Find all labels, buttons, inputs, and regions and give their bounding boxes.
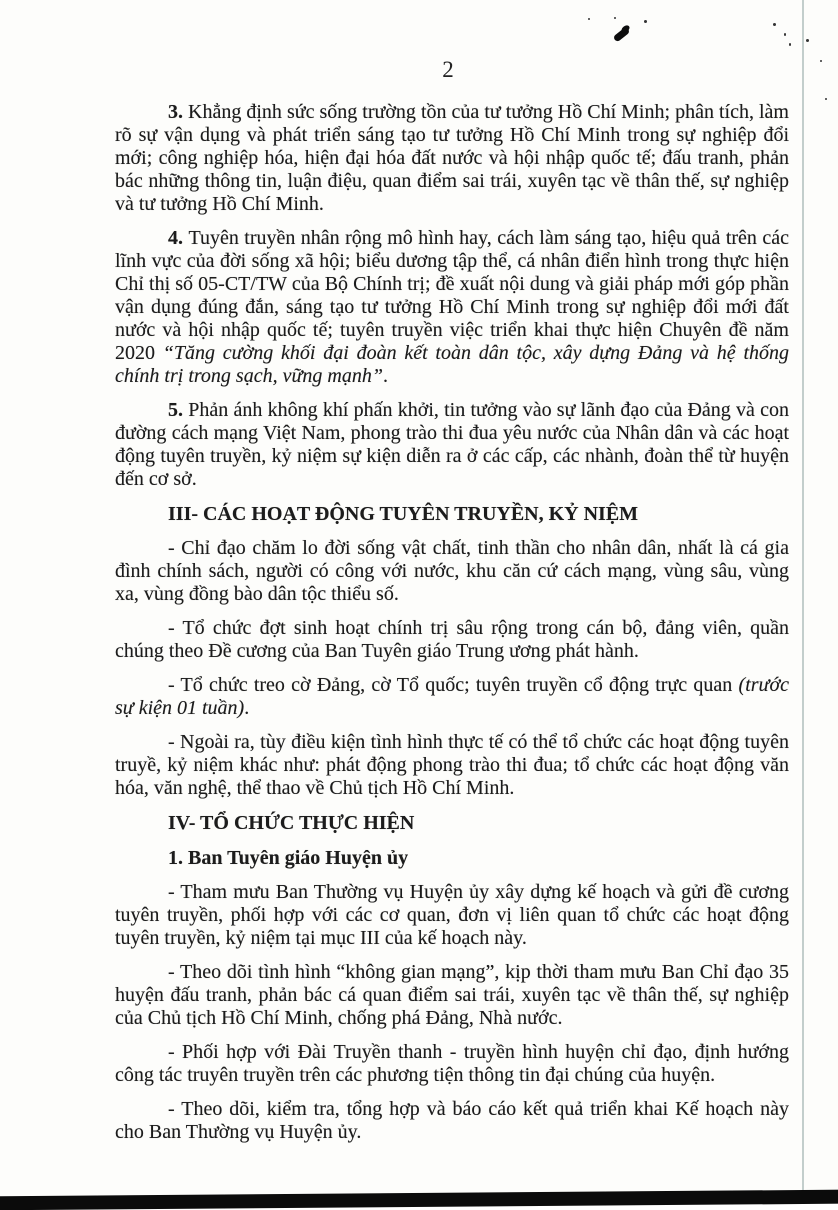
text-segment: 4. xyxy=(168,227,189,249)
sub-heading xyxy=(115,847,789,870)
text-segment: Khẳng định sức sống trường tồn của tư tưởng Hồ Chí Minh; phân tích, làm rõ sự vận dụng và phát triển sáng tạo tư tưởng Hồ Chí Minh trong sự nghiệp đổi mới; công nghiệp hóa, hiện đại hóa đất nước và hội nhập quốc tế; đấu tranh, phản bác những thông tin, luận điệu, quan điểm sai trái, xuyên tạc về thân thế, sự nghiệp và tư tưởng Hồ Chí Minh. xyxy=(115,101,789,215)
text-segment: 3. xyxy=(168,101,189,123)
paragraph xyxy=(115,961,789,1030)
section-heading xyxy=(115,503,789,526)
paragraph xyxy=(115,731,789,800)
text-segment: 5. xyxy=(168,399,189,421)
scan-speck xyxy=(588,18,590,20)
text-segment: “Tăng cường khối đại đoàn kết toàn dân tộc, xây dựng Đảng và hệ thống chính trị trong sạch, vững mạnh” xyxy=(115,342,789,387)
document-body xyxy=(115,101,789,1155)
paragraph xyxy=(115,881,789,950)
pen-ink-mark xyxy=(610,24,636,46)
text-segment: - Theo dõi tình hình “không gian mạng”, kịp thời tham mưu Ban Chỉ đạo 35 huyện đấu tranh, phản bác cá quan điểm sai trái, xuyên tạc về thân thế, sự nghiệp của Chủ tịch Hồ Chí Minh, chống phá Đảng, Nhà nước. xyxy=(115,961,789,1029)
paragraph xyxy=(115,674,789,720)
paragraph xyxy=(115,537,789,606)
paragraph xyxy=(115,1098,789,1144)
text-segment: 1. Ban Tuyên giáo Huyện ủy xyxy=(168,847,409,869)
scan-speck xyxy=(820,60,822,62)
text-segment: - Theo dõi, kiểm tra, tổng hợp và báo cáo kết quả triển khai Kế hoạch này cho Ban Thường vụ Huyện ủy. xyxy=(115,1098,789,1143)
text-segment: . xyxy=(382,365,388,387)
text-segment: - Tổ chức đợt sinh hoạt chính trị sâu rộng trong cán bộ, đảng viên, quần chúng theo Đề cương của Ban Tuyên giáo Trung ương phát hành. xyxy=(115,617,789,662)
text-segment: (trước sự kiện 01 tuần) xyxy=(115,674,789,719)
scanner-edge-line xyxy=(802,0,804,1200)
text-segment: - Tham mưu Ban Thường vụ Huyện ủy xây dựng kế hoạch và gửi đề cương tuyên truyền, phối hợp với các cơ quan, đơn vị liên quan tổ chức các hoạt động tuyên truyền, kỷ niệm tại mục III của kế hoạch này. xyxy=(115,881,789,949)
paragraph xyxy=(115,101,789,216)
text-segment: Phản ánh không khí phấn khởi, tin tưởng vào sự lãnh đạo của Đảng và con đường cách mạng Việt Nam, phong trào thi đua yêu nước của Nhân dân và các hoạt động tuyên truyền, kỷ niệm sự kiện diễn ra ở các cấp, các nhành, đoàn thể từ huyện đến cơ sở. xyxy=(115,399,790,490)
page-number: 2 xyxy=(442,57,454,82)
scan-speck xyxy=(614,17,616,19)
text-segment: - Tổ chức treo cờ Đảng, cờ Tổ quốc; tuyên truyền cổ động trực quan xyxy=(168,674,739,696)
scan-speck xyxy=(789,43,791,46)
text-segment: Tuyên truyền nhân rộng mô hình hay, cách làm sáng tạo, hiệu quả trên các lĩnh vực của đời sống xã hội; biểu dương tập thể, cá nhân điển hình trong thực hiện Chỉ thị số 05-CT/TW của Bộ Chính trị; đề xuất nội dung và giải pháp mới góp phần vận dụng đúng đắn, sáng tạo tư tưởng Hồ Chí Minh trong sự nghiệp đổi mới đất nước và hội nhập quốc tế; tuyên truyền việc triển khai thực hiện Chuyên đề năm 2020 xyxy=(115,227,789,364)
paragraph xyxy=(115,399,789,491)
text-segment: - Chỉ đạo chăm lo đời sống vật chất, tinh thần cho nhân dân, nhất là cá gia đình chính sách, người có công với nước, khu căn cứ cách mạng, vùng sâu, vùng xa, vùng đồng bào dân tộc thiểu số. xyxy=(115,537,789,605)
text-segment: - Phối hợp với Đài Truyền thanh - truyền hình huyện chỉ đạo, định hướng công tác truyên truyền trên các phương tiện thông tin đại chúng của huyện. xyxy=(115,1041,789,1086)
pen-ink-stroke xyxy=(620,24,631,34)
paragraph xyxy=(115,227,789,388)
paragraph xyxy=(115,1041,789,1087)
text-segment: III- CÁC HOẠT ĐỘNG TUYÊN TRUYỀN, KỶ NIỆM xyxy=(168,503,639,525)
text-segment: IV- TỔ CHỨC THỰC HIỆN xyxy=(168,812,415,834)
text-segment: - Ngoài ra, tùy điều kiện tình hình thực tế có thể tổ chức các hoạt động tuyên truyề, kỷ niệm khác như: phát động phong trào thi đua; tổ chức các hoạt động văn hóa, văn nghệ, thể thao về Chủ tịch Hồ Chí Minh. xyxy=(115,731,789,799)
scan-speck xyxy=(773,23,776,26)
scan-speck xyxy=(644,20,647,23)
scan-speck xyxy=(806,39,809,42)
section-heading xyxy=(115,812,789,835)
scan-speck xyxy=(825,98,827,100)
text-segment: . xyxy=(244,697,250,719)
scan-speck xyxy=(784,33,786,36)
paragraph xyxy=(115,617,789,663)
